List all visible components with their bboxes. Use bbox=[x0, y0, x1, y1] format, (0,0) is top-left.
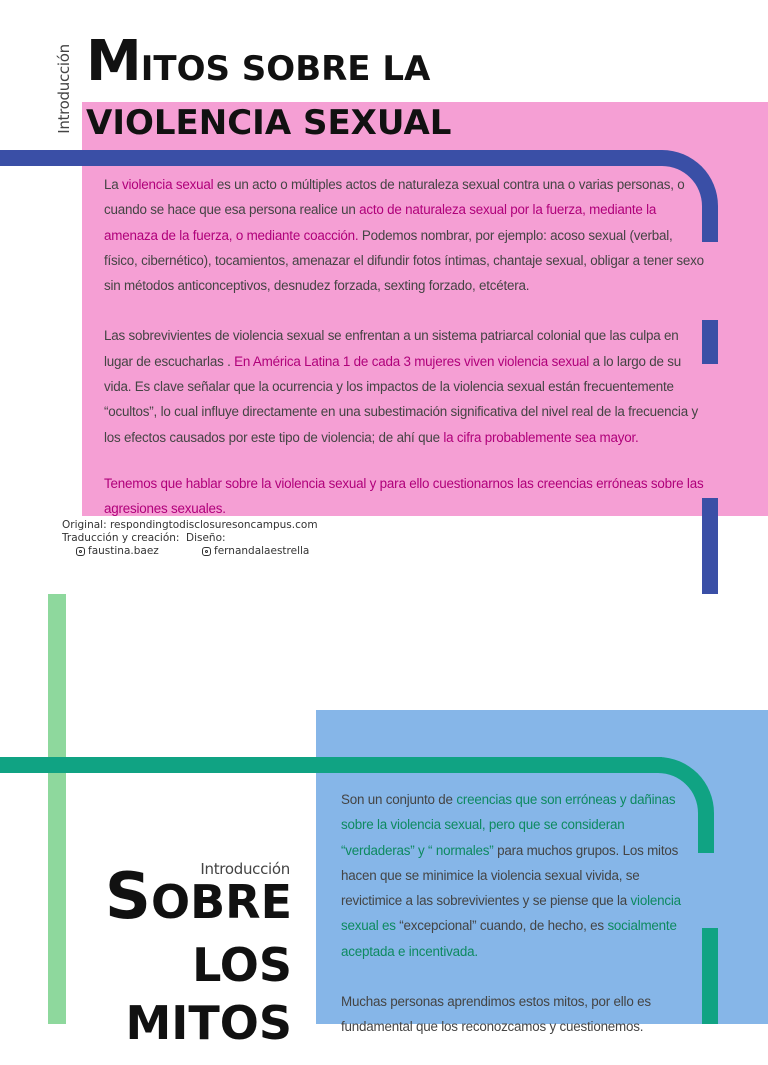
section1-side-label-text: Introducción bbox=[55, 44, 74, 134]
design-handle-text: fernandalaestrella bbox=[214, 545, 310, 557]
highlight-run: violencia sexual es bbox=[341, 893, 681, 934]
section2-title-initial: S bbox=[104, 860, 151, 934]
credits-handles-row bbox=[62, 545, 318, 558]
text-run: Son un conjunto de bbox=[341, 792, 457, 807]
text-run: para muchos grupos. Los mitos hacen que se minimice la violencia sexual vivida, se revictimice a las sobrevivientes y se piense que la bbox=[341, 842, 679, 909]
teal-horizontal-bar bbox=[0, 757, 662, 773]
section2-title-line3: MITOS bbox=[125, 996, 292, 1050]
credits-design-handle[interactable] bbox=[202, 545, 309, 558]
text-run: Podemos nombrar, por ejemplo: acoso sexual (verbal, físico, cibernético), tocamientos, amenazar el difundir fotos íntimas, chantaje sexual, obligar a tener sexo sin métodos anticonceptivos, desnudez forzada, sexting forzado, etcétera. bbox=[104, 227, 704, 294]
text-run: Las sobrevivientes de violencia sexual se enfrentan a un sistema patriarcal colonial que las culpa en lugar de escucharlas . bbox=[104, 328, 679, 369]
highlight-run: violencia sexual bbox=[122, 177, 214, 192]
highlight-run: la cifra probablemente sea mayor. bbox=[443, 429, 639, 445]
highlight-run: En América Latina 1 de cada 3 mujeres viven violencia sexual bbox=[234, 353, 590, 369]
section2-title-line1 bbox=[100, 862, 292, 932]
section2-side-label: Introducción bbox=[200, 860, 290, 878]
section1-closing-statement: Tenemos que hablar sobre la violencia sexual y para ello cuestionarnos las creencias erróneas sobre las agresiones sexuales. bbox=[104, 475, 704, 517]
section1-title bbox=[86, 29, 452, 143]
text-run: “excepcional” cuando, de hecho, es bbox=[395, 918, 608, 934]
section1-title-line2: VIOLENCIA SEXUAL bbox=[86, 103, 452, 143]
section1-title-line1-rest: ITOS SOBRE LA bbox=[140, 49, 431, 89]
section2-title bbox=[100, 862, 292, 1048]
section2-body bbox=[341, 787, 693, 1065]
text-run: a lo largo de su vida. Es clave señalar que la ocurrencia y los impactos de la violencia sexual están frecuentemente “ocultos”, lo cual influye directamente en una subestimación significativa del nivel real de la frecuencia y los efectos causados por este tipo de violencia; de ahí que bbox=[104, 353, 698, 445]
section1-paragraph-2 bbox=[104, 323, 708, 449]
section2-title-line2: LOS bbox=[192, 938, 292, 992]
section1-paragraph-1 bbox=[104, 172, 708, 298]
section1-body bbox=[104, 172, 708, 547]
credits-translation-handle[interactable] bbox=[76, 545, 159, 558]
highlight-run: creencias que son erróneas y dañinas sobre la violencia sexual, pero que se consideran “verdaderas” y “ normales” bbox=[341, 792, 676, 858]
text-run: La bbox=[104, 177, 123, 192]
section2-paragraph-2: Muchas personas aprendimos estos mitos, por ello es fundamental que los reconozcamos y cuestionemos. bbox=[341, 994, 651, 1035]
instagram-icon bbox=[202, 547, 211, 556]
blue-horizontal-bar bbox=[0, 150, 662, 166]
credits-translation-label: Traducción y creación: bbox=[62, 532, 180, 544]
credits-design-label: Diseño: bbox=[186, 532, 226, 544]
section2-title-line1-rest: OBRE bbox=[150, 875, 292, 929]
section2-paragraph-1 bbox=[341, 787, 693, 964]
highlight-run: socialmente aceptada e incentivada. bbox=[341, 918, 677, 959]
teal-vertical-bar bbox=[702, 928, 718, 1024]
text-run: es un acto o múltiples actos de naturaleza sexual contra una o varias personas, o cuando se hace que esa persona realice un bbox=[104, 177, 685, 218]
highlight-run: acto de naturaleza sexual por la fuerza, mediante la amenaza de la fuerza, o mediante coacción. bbox=[104, 202, 657, 243]
credits-labels-row bbox=[62, 532, 318, 545]
green-vertical-bar bbox=[48, 594, 66, 1024]
credits-block bbox=[62, 519, 318, 558]
credits-original: Original: respondingtodisclosuresoncampus.com bbox=[62, 519, 318, 531]
section1-title-line1 bbox=[86, 29, 451, 96]
translation-handle-text: faustina.baez bbox=[88, 545, 159, 557]
instagram-icon bbox=[76, 547, 85, 556]
section1-title-initial: M bbox=[86, 29, 141, 94]
section1-side-label bbox=[44, 40, 84, 138]
